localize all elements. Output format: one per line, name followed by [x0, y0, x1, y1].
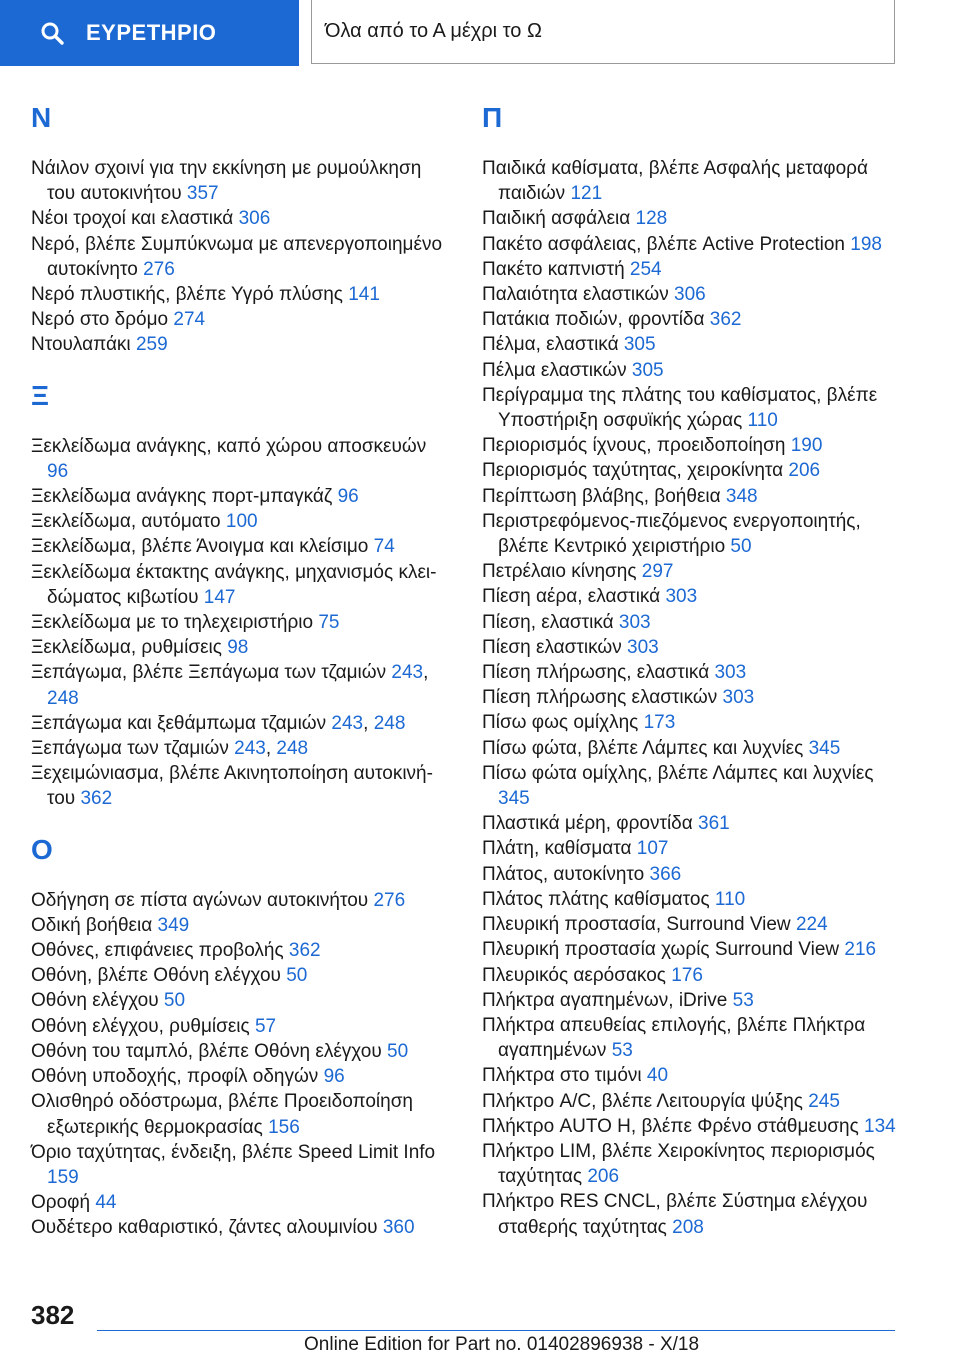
page-reference-link[interactable]: 110 — [747, 410, 778, 432]
page-reference-link[interactable]: 44 — [95, 1192, 117, 1214]
index-entry — [31, 307, 451, 332]
index-entry-text: Πλήκτρο LIM, βλέπε Χειροκίνητος περιορισμός ταχύτητας — [482, 1140, 875, 1188]
index-section — [31, 96, 451, 358]
page-reference-link[interactable]: 173 — [643, 712, 676, 734]
page-reference-link[interactable]: 254 — [629, 258, 662, 280]
index-entry-text: Περιορισμός ίχνους, προειδοποίηση — [482, 435, 786, 457]
index-entry — [482, 685, 902, 710]
index-entry-text: Πίεση, ελαστικά — [482, 611, 614, 633]
index-entry — [482, 811, 902, 836]
page-reference-link[interactable]: 128 — [635, 208, 668, 230]
page-reference-link[interactable]: 206 — [788, 460, 821, 482]
index-entry — [482, 988, 902, 1013]
index-entry — [482, 484, 902, 509]
page-reference-link[interactable]: 259 — [135, 334, 168, 356]
index-entry-text: Ξεκλείδωμα, ρυθμίσεις — [31, 637, 222, 659]
index-section — [31, 374, 451, 812]
index-entry-text: Πλαστικά μέρη, φροντίδα — [482, 813, 693, 835]
page-reference-link[interactable]: 75 — [318, 612, 340, 634]
index-entry-text: Πίεση πλήρωσης, ελαστικά — [482, 662, 710, 684]
index-entry-text: Πακέτο καπνιστή — [482, 258, 625, 280]
index-entry-text: Ξεκλείδωμα ανάγκης, καπό χώρου αποσκευών — [31, 435, 427, 457]
index-entry — [31, 1039, 451, 1064]
index-entry — [31, 1014, 451, 1039]
index-entry — [31, 761, 451, 811]
index-entry — [31, 332, 451, 357]
index-entry-text: Νερό στο δρόμο — [31, 309, 169, 331]
index-entry-text: Ουδέτερο καθαριστικό, ζάντες αλουμινίου — [31, 1217, 378, 1239]
index-entry — [482, 257, 902, 282]
index-entry-text: Πλήκτρο AUTO H, βλέπε Φρένο στάθμευσης — [482, 1115, 859, 1137]
index-entry-text: Πλήκτρα αγαπημένων, iDrive — [482, 989, 728, 1011]
index-entry — [31, 206, 451, 231]
page-reference-link[interactable]: 121 — [570, 183, 603, 205]
page-reference-link[interactable]: 50 — [286, 965, 308, 987]
page-reference-link[interactable]: 50 — [387, 1040, 409, 1062]
index-entry-text: Πλευρική προστασία, Surround View — [482, 914, 791, 936]
page-reference-link[interactable]: 156 — [268, 1116, 300, 1138]
section-letter: Ξ — [31, 379, 50, 411]
page-number: 382 — [31, 1300, 75, 1330]
page-reference-link[interactable]: 306 — [674, 284, 706, 306]
page-reference-link[interactable]: 243 — [331, 712, 364, 734]
page-reference-link[interactable]: 303 — [618, 611, 651, 633]
index-column-left — [31, 96, 451, 1257]
index-entry-text: Παιδικά καθίσματα, βλέπε Ασφαλής μεταφορά παιδιών — [482, 158, 868, 205]
index-entry-text: Ξεκλείδωμα ανάγκης πορτ-μπαγκάζ — [31, 486, 333, 508]
index-entry-text: Ξεκλείδωμα έκτακτης ανάγκης, μηχανισμός κλειδώματος κιβωτίου — [31, 561, 437, 608]
page-reference-link[interactable]: 110 — [714, 888, 746, 910]
index-entry — [482, 635, 902, 660]
index-entry — [482, 963, 902, 988]
page-reference-link[interactable]: 190 — [790, 435, 823, 457]
index-entry — [482, 559, 902, 584]
index-entry-text: Πακέτο ασφάλειας, βλέπε Active Protection — [482, 233, 845, 255]
page-reference-link[interactable]: 98 — [227, 637, 249, 659]
page-reference-link[interactable]: 100 — [225, 511, 258, 533]
index-entry-text: Ολισθηρό οδόστρωμα, βλέπε Προειδοποίηση εξωτερικής θερμοκρασίας — [31, 1091, 413, 1138]
page-reference-link[interactable]: 176 — [671, 964, 703, 986]
index-entry — [482, 862, 902, 887]
page-reference-link[interactable]: 53 — [732, 989, 754, 1011]
page-reference-link[interactable]: 303 — [714, 662, 747, 684]
index-section — [31, 828, 451, 1241]
index-entry-text: Περιορισμός ταχύτητας, χειροκίνητα — [482, 460, 784, 482]
page-reference-link[interactable]: 303 — [627, 636, 659, 658]
page-reference-link[interactable]: 361 — [698, 813, 730, 835]
index-entry-text: Ξεπάγωμα, βλέπε Ξεπάγωμα των τζαμιών — [31, 662, 387, 684]
page-reference-link[interactable]: 305 — [623, 334, 656, 356]
index-entry — [31, 282, 451, 307]
index-entry — [482, 912, 902, 937]
index-entry-text: Πέλμα, ελαστικά — [482, 334, 619, 356]
page-reference-link[interactable]: 96 — [323, 1066, 345, 1088]
index-entry-text: Οθόνη υποδοχής, προφίλ οδηγών — [31, 1066, 319, 1088]
page-reference-link[interactable]: 74 — [373, 536, 395, 558]
section-letter: Ν — [31, 102, 52, 133]
index-entry-text: Ξεκλείδωμα, βλέπε Άνοιγμα και κλείσιμο — [31, 536, 369, 558]
page-reference-link[interactable]: 303 — [722, 687, 755, 709]
index-entry-text: Ξεχειμώνιασμα, βλέπε Ακινητοποίηση αυτοκινήτου — [31, 763, 433, 810]
index-entry-text: Νερό πλυστικής, βλέπε Υγρό πλύσης — [31, 284, 343, 306]
index-entry-text: Πλήκτρο RES CNCL, βλέπε Σύστημα ελέγχου σταθερής ταχύτητας — [482, 1191, 868, 1238]
index-entry — [482, 156, 902, 206]
page-reference-link[interactable]: 248 — [47, 687, 79, 709]
index-entry-text: Πλήκτρα απευθείας επιλογής, βλέπε Πλήκτρα αγαπημένων — [482, 1014, 866, 1062]
index-entry-text: Πατάκια ποδιών, φροντίδα — [482, 309, 705, 331]
index-entry — [31, 635, 451, 660]
index-entry — [482, 736, 902, 761]
index-entry — [31, 988, 451, 1013]
index-entry-text: Οθόνη, βλέπε Οθόνη ελέγχου — [31, 965, 281, 987]
index-entry — [31, 484, 451, 509]
page-reference-link[interactable]: 366 — [649, 863, 682, 885]
index-entry-text: Περιστρεφόμενος-πιεζόμενος ενεργοποιητής, βλέπε Κεντρικό χειριστήριο — [482, 510, 861, 558]
page-reference-link[interactable]: 147 — [203, 586, 236, 608]
page-reference-link[interactable]: 96 — [337, 486, 359, 508]
index-entry — [31, 1140, 451, 1190]
page-reference-link[interactable]: 349 — [157, 914, 190, 936]
page-reference-link[interactable]: 357 — [186, 183, 219, 205]
index-entry — [482, 1013, 902, 1063]
index-entry — [31, 156, 451, 206]
index-entry-text: Πίεση αέρα, ελαστικά — [482, 586, 661, 608]
index-entry — [31, 1190, 451, 1215]
index-entry-text: Ξεκλείδωμα, αυτόματο — [31, 511, 221, 533]
index-entry: Ξεπάγωμα και ξεθάμπωμα τζαμιών 243, 248 — [31, 712, 406, 734]
index-entry-text: Πλάτος, αυτοκίνητο — [482, 863, 645, 885]
page-reference-link[interactable]: 141 — [348, 284, 380, 306]
index-entry — [482, 660, 902, 685]
page-reference-link[interactable]: 274 — [173, 309, 206, 331]
index-entry-text: Οθόνη ελέγχου — [31, 990, 159, 1012]
page-reference-link[interactable]: 345 — [498, 788, 530, 810]
index-entry: Ξεπάγωμα, βλέπε Ξεπάγωμα των τζαμιών 243, 248 — [31, 662, 429, 709]
index-entry — [482, 937, 902, 962]
index-entry-text: Οθόνες, επιφάνειες προβολής — [31, 940, 284, 962]
page-reference-link[interactable]: 248 — [373, 712, 406, 734]
index-entry: Ξεπάγωμα των τζαμιών 243, 248 — [31, 738, 309, 760]
index-entry — [482, 307, 902, 332]
index-entry — [482, 332, 902, 357]
page-reference-link[interactable]: 297 — [641, 561, 674, 583]
page-reference-link[interactable]: 206 — [587, 1166, 620, 1188]
header — [0, 0, 960, 66]
page-reference-link[interactable]: 303 — [665, 586, 698, 608]
index-entry — [482, 761, 902, 811]
page-reference-link[interactable]: 57 — [254, 1015, 277, 1037]
index-entry-text: Νερό, βλέπε Συμπύκνωμα με απενεργοποιημένο αυτοκίνητο — [31, 233, 443, 280]
index-entry — [31, 1064, 451, 1089]
index-entry-text: Ντουλαπάκι — [31, 334, 131, 356]
index-entry-text: Πλευρικός αερόσακος — [482, 964, 666, 986]
page-reference-link[interactable]: 159 — [47, 1166, 79, 1188]
index-entry — [482, 1089, 902, 1114]
index-search-label: ΕΥΡΕΤΗΡΙΟ — [86, 20, 217, 45]
page-reference-link[interactable]: 360 — [382, 1217, 415, 1239]
index-entry-text: Πλευρική προστασία χωρίς Surround View — [482, 939, 840, 961]
index-entry — [482, 509, 902, 559]
page-reference-link[interactable]: 208 — [672, 1216, 704, 1238]
index-entry-text: Περίγραμμα της πλάτης του καθίσματος, βλέπε Υποστήριξη οσφυϊκής χώρας — [482, 384, 878, 432]
index-entry-text: Ξεπάγωμα των τζαμιών — [31, 738, 229, 760]
index-entry-text: Όριο ταχύτητας, ένδειξη, βλέπε Speed Limit Info — [31, 1141, 436, 1163]
index-entry-text: Νέοι τροχοί και ελαστικά — [31, 208, 234, 230]
index-entry — [482, 710, 902, 735]
index-entry-text: Οθόνη ελέγχου, ρυθμίσεις — [31, 1015, 250, 1037]
index-entry-text: Οροφή — [31, 1192, 91, 1214]
footer-divider — [97, 1330, 895, 1331]
index-entry-text: Πετρέλαιο κίνησης — [482, 561, 637, 583]
page-reference-link[interactable]: 276 — [373, 889, 406, 911]
page-reference-link[interactable]: 248 — [276, 738, 309, 760]
page-reference-link[interactable]: 224 — [795, 914, 828, 936]
page-reference-link[interactable]: 40 — [646, 1065, 669, 1087]
page-reference-link[interactable]: 134 — [864, 1115, 896, 1137]
index-entry — [31, 963, 451, 988]
index-entry — [31, 509, 451, 534]
index-entry-text: Περίπτωση βλάβης, βοήθεια — [482, 485, 721, 507]
index-entry — [482, 1139, 902, 1189]
index-entry — [31, 888, 451, 913]
index-entry-text: Οθόνη του ταμπλό, βλέπε Οθόνη ελέγχου — [31, 1040, 382, 1062]
index-entry — [482, 232, 902, 257]
index-entry — [482, 282, 902, 307]
section-letter: Π — [482, 102, 503, 133]
page-reference-link[interactable]: 243 — [234, 738, 266, 760]
index-entry — [482, 610, 902, 635]
index-entry-text: Πίσω φως ομίχλης — [482, 712, 639, 734]
index-entry — [482, 458, 902, 483]
page-reference-link[interactable]: 50 — [163, 990, 186, 1012]
index-entry-text: Παλαιότητα ελαστικών — [482, 284, 669, 306]
index-entry-text: Ξεπάγωμα και ξεθάμπωμα τζαμιών — [31, 712, 327, 734]
page-reference-link[interactable]: 107 — [636, 838, 669, 860]
page-reference-link[interactable]: 305 — [631, 359, 664, 381]
index-entry — [482, 433, 902, 458]
index-entry-text: Πέλμα ελαστικών — [482, 359, 627, 381]
index-entry-text: Νάιλον σχοινί για την εκκίνηση με ρυμούλκηση του αυτοκινήτου — [31, 158, 422, 205]
page-title: Όλα από το Α μέχρι το Ω — [325, 20, 542, 42]
page-reference-link[interactable]: 362 — [80, 788, 113, 810]
index-entry — [31, 913, 451, 938]
page-reference-link[interactable]: 306 — [238, 208, 271, 230]
page-reference-link[interactable]: 348 — [725, 485, 758, 507]
index-entry-text: Πλήκτρο A/C, βλέπε Λειτουργία ψύξης — [482, 1090, 803, 1112]
index-entry-text: Πίεση πλήρωσης ελαστικών — [482, 687, 718, 709]
index-entry — [482, 1114, 902, 1139]
page-reference-link[interactable]: 245 — [808, 1090, 840, 1112]
index-entry-text: Οδική βοήθεια — [31, 914, 153, 936]
page-reference-link[interactable]: 198 — [850, 233, 882, 255]
index-entry-text: Ξεκλείδωμα με το τηλεχειριστήριο — [31, 612, 314, 634]
index-entry — [31, 938, 451, 963]
index-entry — [31, 1215, 451, 1240]
page-reference-link[interactable]: 50 — [730, 536, 752, 558]
page-reference-link[interactable]: 53 — [611, 1040, 633, 1062]
index-entry-text: Οδήγηση σε πίστα αγώνων αυτοκινήτου — [31, 889, 369, 911]
index-entry-text: Πλάτος πλάτης καθίσματος — [482, 888, 710, 910]
page-reference-link[interactable]: 362 — [288, 940, 321, 962]
index-entry — [482, 584, 902, 609]
page-reference-link[interactable]: 243 — [391, 662, 424, 684]
index-entry — [482, 1063, 902, 1088]
index-title-box — [311, 0, 895, 64]
index-entry — [31, 434, 451, 484]
index-section — [482, 96, 902, 1240]
index-entry — [482, 836, 902, 861]
footer-edition-text: Online Edition for Part no. 01402896938 - X/18 — [304, 1334, 700, 1355]
index-entry — [31, 534, 451, 559]
index-entry — [482, 358, 902, 383]
index-entry — [31, 232, 451, 282]
index-entry — [31, 560, 451, 610]
index-entry — [31, 1089, 451, 1139]
index-entry — [31, 610, 451, 635]
section-letter: Ο — [31, 833, 53, 865]
page-reference-link[interactable]: 345 — [808, 737, 841, 759]
index-entry — [482, 1189, 902, 1239]
index-entry-text: Πίεση ελαστικών — [482, 636, 622, 658]
index-column-right — [482, 96, 902, 1256]
page-reference-link[interactable]: 362 — [709, 309, 742, 331]
page-reference-link[interactable]: 276 — [143, 258, 175, 280]
page-reference-link[interactable]: 96 — [47, 460, 69, 482]
index-entry — [482, 206, 902, 231]
index-entry-text: Παιδική ασφάλεια — [482, 208, 631, 230]
index-entry-text: Πλάτη, καθίσματα — [482, 838, 632, 860]
index-entry — [482, 887, 902, 912]
index-entry — [482, 383, 902, 433]
page-reference-link[interactable]: 216 — [844, 939, 877, 961]
index-entry-text: Πλήκτρα στο τιμόνι — [482, 1065, 642, 1087]
index-entry-text: Πίσω φώτα, βλέπε Λάμπες και λυχνίες — [482, 737, 804, 759]
index-entry-text: Πίσω φώτα ομίχλης, βλέπε Λάμπες και λυχνίες — [482, 762, 874, 784]
search-icon — [40, 21, 64, 45]
index-search-tab[interactable] — [0, 0, 299, 66]
